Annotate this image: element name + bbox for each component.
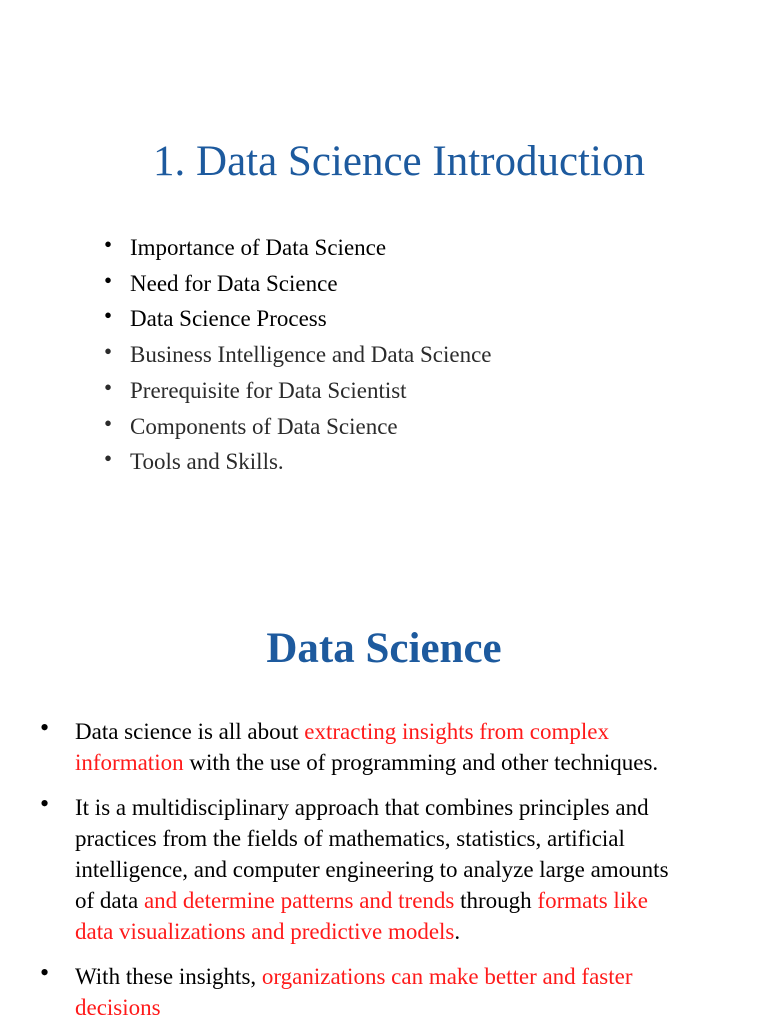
list-item-label: Data Science Process	[130, 306, 327, 332]
bullet-icon: •	[40, 789, 50, 818]
list-item	[104, 266, 492, 302]
bullet-icon: •	[104, 267, 113, 293]
definition-list	[40, 713, 680, 1024]
bullet-icon: •	[104, 303, 113, 329]
bullet-icon: •	[104, 232, 113, 257]
highlight-text: extracting insights from complex information	[75, 719, 609, 775]
list-item	[104, 230, 492, 266]
list-item-label: Need for Data Science	[130, 270, 338, 296]
bullet-icon: •	[104, 446, 113, 472]
list-item	[104, 373, 492, 409]
list-item-label: Prerequisite for Data Scientist	[130, 377, 407, 403]
highlight-text: formats like data visualizations and predictive models	[75, 888, 648, 944]
list-item-label: Components of Data Science	[130, 413, 398, 439]
list-item	[104, 337, 492, 373]
slide-title: Data Science	[266, 625, 502, 672]
text-segment: .	[454, 919, 461, 944]
text-segment: It is a multidisciplinary approach that combines principles and practices from the fields of mathematics, statistics, artificial intelligence, and computer engineering to analyze large amounts of data	[75, 795, 669, 913]
list-item-label: Importance of Data Science	[130, 235, 387, 260]
list-item-label: Tools and Skills.	[130, 449, 284, 475]
list-item	[104, 409, 492, 445]
highlight-text: organizations can make better and faster decisions	[75, 964, 633, 1020]
highlight-text: and determine patterns and trends	[138, 888, 455, 913]
slide-title: 1. Data Science Introduction	[153, 138, 645, 185]
list-item	[40, 789, 680, 947]
text-segment: Data science is all about	[75, 719, 305, 744]
list-item	[104, 301, 492, 337]
topic-list	[104, 230, 492, 480]
bullet-icon: •	[40, 713, 50, 742]
text-segment: With these insights,	[75, 964, 262, 989]
bullet-icon: •	[104, 339, 113, 365]
list-item	[40, 958, 680, 1023]
bullet-icon: •	[40, 958, 50, 987]
text-segment: through	[454, 888, 538, 913]
list-item	[40, 713, 680, 778]
text-segment: with the use of programming and other techniques.	[183, 750, 659, 775]
bullet-icon: •	[104, 374, 113, 400]
list-item-label: Business Intelligence and Data Science	[130, 342, 492, 368]
bullet-icon: •	[104, 410, 113, 436]
slide-data-science	[0, 576, 768, 1024]
list-item	[104, 444, 492, 480]
